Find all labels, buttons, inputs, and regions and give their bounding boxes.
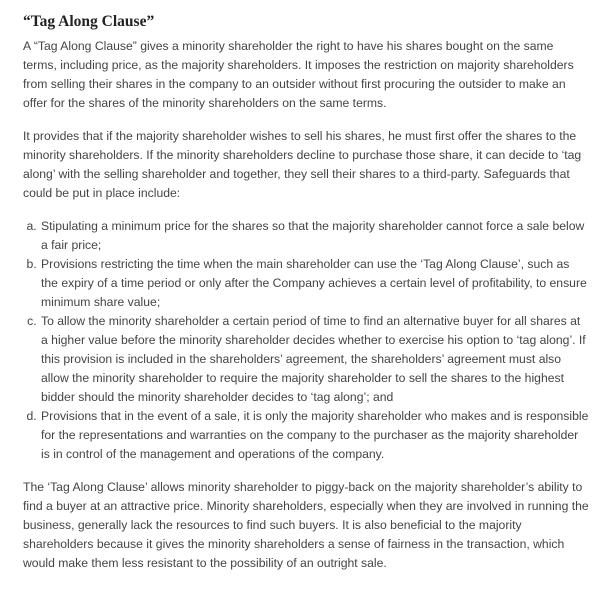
article	[23, 11, 589, 587]
list-item: c. To allow the minority shareholder a certain period of time to find an alternative buyer for all shares at a higher value before the minority shareholder decides whether to exercise his option to ‘tag along’. If this provision is included in the shareholders’ agreement, the shareholders’ agreement must also allow the minority shareholder to require the majority shareholder to sell the shares to the highest bidder should the minority shareholder decides to ‘tag along’; and	[40, 312, 589, 407]
safeguards-paragraph: It provides that if the majority shareholder wishes to sell his shares, he must first offer the shares to the minority shareholders. If the minority shareholders decline to purchase those share, it can decide to ‘tag along’ with the selling shareholder and together, they sell their shares to a third-party. Safeguards that could be put in place include:	[23, 129, 582, 200]
section-title: “Tag Along Clause”	[23, 13, 155, 30]
list-item: b. Provisions restricting the time when the main shareholder can use the ‘Tag Along Clause’, such as the expiry of a time period or only after the Company achieves a certain level of profitability, to ensure minimum share value;	[40, 255, 589, 312]
intro-paragraph: A “Tag Along Clause” gives a minority shareholder the right to have his shares bought on the same terms, including price, as the majority shareholders. It imposes the restriction on majority shareholders from selling their shares in the company to an outsider without first procuring the outsider to make an offer for the shares of the minority shareholders on the same terms.	[23, 39, 574, 110]
closing-paragraph: The ‘Tag Along Clause’ allows minority shareholder to piggy-back on the majority shareholder’s ability to find a buyer at an attractive price. Minority shareholders, especially when they are involved in running the business, generally lack the resources to find such buyers. It is also beneficial to the majority shareholders because it gives the minority shareholders a sense of fairness in the transaction, which would make them less resistant to the possibility of an outright sale.	[23, 480, 589, 570]
list-item: a. Stipulating a minimum price for the shares so that the majority shareholder cannot force a sale below a fair price;	[40, 217, 589, 255]
list-item: d. Provisions that in the event of a sale, it is only the majority shareholder who makes and is responsible for the representations and warranties on the company to the purchaser as the majority shareholder is in control of the management and operations of the company.	[40, 407, 589, 464]
safeguards-list	[23, 217, 589, 464]
